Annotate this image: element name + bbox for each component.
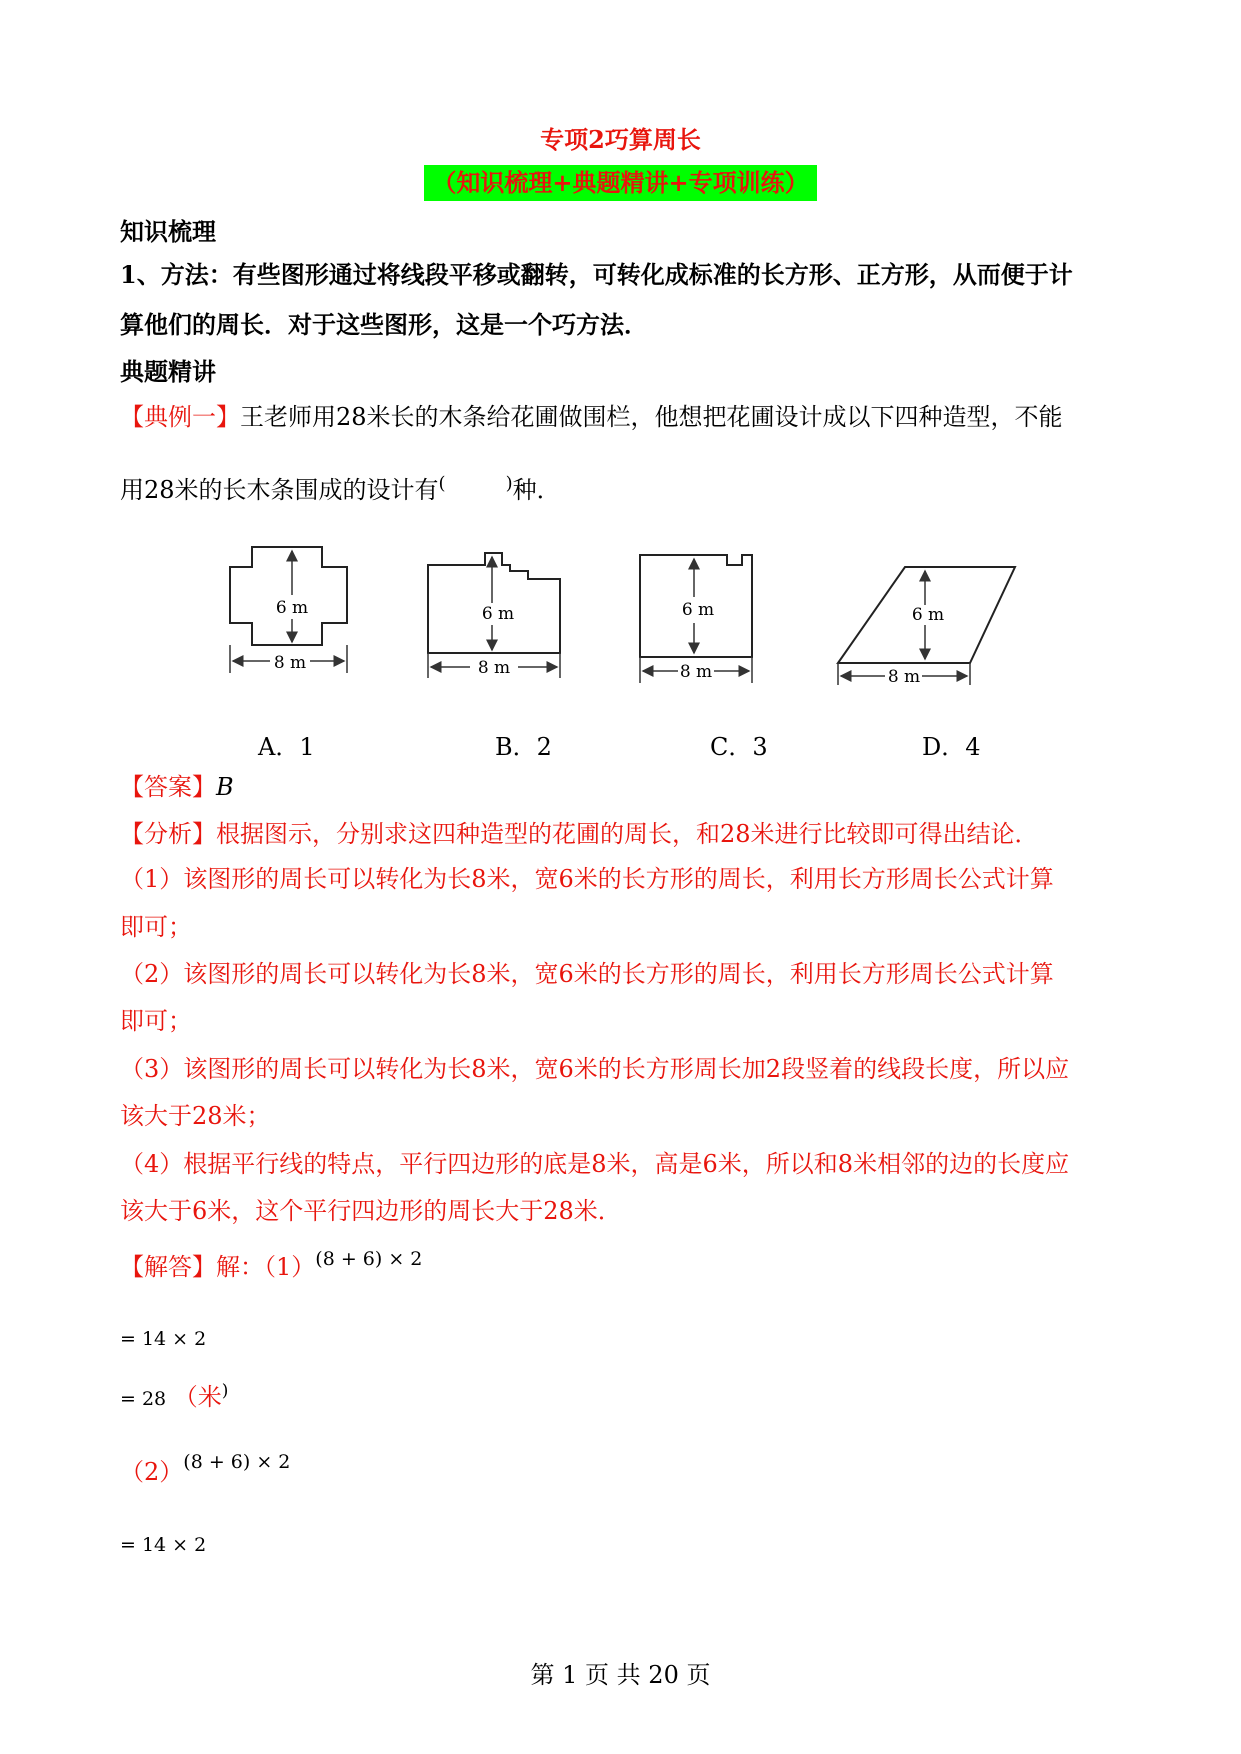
option-d[interactable]: D．4 (922, 733, 981, 761)
section-heading-examples: 典题精讲 (120, 357, 216, 386)
figure-d-height-label: 6 m (911, 605, 945, 625)
figure-a-width-label: 8 m (273, 653, 307, 673)
blank-close: ) (505, 473, 513, 494)
analysis-4-line-1: （4）根据平行线的特点，平行四边形的底是8米，高是6米，所以和8米相邻的边的长度应 (120, 1150, 1070, 1178)
solution-line (120, 1250, 422, 1286)
figure-b-stepped (420, 545, 570, 680)
solution-2-line (120, 1451, 291, 1491)
solution-1-step-2: = 14 × 2 (120, 1328, 207, 1350)
solution-1-unit-close: ) (221, 1381, 229, 1401)
figure-a-height-label: 6 m (275, 598, 309, 618)
example-text-2b: 种． (512, 476, 561, 504)
solution-1-result: = 28 (120, 1388, 167, 1410)
option-b[interactable]: B．2 (495, 733, 552, 761)
blank-open: ( (438, 473, 446, 494)
method-line-2: 算他们的周长．对于这些图形，这是一个巧方法． (120, 310, 648, 339)
figure-b-height-label: 6 m (481, 604, 515, 624)
figure-b-width-label: 8 m (477, 658, 511, 678)
figure-d-parallelogram (830, 545, 1025, 690)
analysis-text: 根据图示，分别求这四种造型的花圃的周长，和28米进行比较即可得出结论． (216, 820, 1039, 848)
figure-d-width-label: 8 m (887, 667, 921, 687)
method-line-1: 1、方法：有些图形通过将线段平移或翻转，可转化成标准的长方形、正方形，从而便于计 (120, 260, 1073, 289)
figure-c-width-label: 8 m (679, 662, 713, 682)
figure-a-cross (222, 545, 372, 675)
solution-1-step-3 (120, 1374, 228, 1416)
example-tag: 【典例一】 (120, 403, 240, 431)
example-text-2: 用28米的长木条围成的设计有 (120, 476, 439, 504)
figure-c-notched (632, 545, 782, 685)
solution-intro: 解：（1） (216, 1253, 316, 1281)
subtitle-wrap (0, 165, 1241, 201)
example-line-1 (120, 400, 1063, 434)
answer-value: B (216, 773, 234, 801)
section-heading-knowledge: 知识梳理 (120, 217, 216, 246)
analysis-2-line-1: （2）该图形的周长可以转化为长8米，宽6米的长方形的周长，利用长方形周长公式计算 (120, 960, 1054, 988)
analysis-1-line-2: 即可； (120, 913, 192, 941)
option-a[interactable]: A．1 (258, 733, 315, 761)
solution-2-step-2: = 14 × 2 (120, 1534, 207, 1556)
answer-tag: 【答案】 (120, 773, 216, 801)
analysis-line (120, 817, 1039, 851)
solution-1-unit: （米 (173, 1383, 222, 1411)
answer-line (120, 770, 234, 804)
option-c[interactable]: C．3 (710, 733, 768, 761)
solution-tag: 【解答】 (120, 1253, 216, 1281)
example-text-1: 王老师用28米长的木条给花圃做围栏，他想把花圃设计成以下四种造型，不能 (240, 403, 1063, 431)
page-subtitle: （知识梳理+典题精讲+专项训练） (424, 165, 816, 201)
analysis-4-line-2: 该大于6米，这个平行四边形的周长大于28米． (120, 1197, 622, 1225)
page-title: 专项2巧算周长 (540, 125, 701, 154)
figure-c-height-label: 6 m (681, 600, 715, 620)
solution-2-expr: (8 + 6) × 2 (183, 1451, 291, 1473)
example-line-2 (120, 467, 561, 507)
solution-2-label: （2） (120, 1458, 184, 1486)
analysis-1-line-1: （1）该图形的周长可以转化为长8米，宽6米的长方形的周长，利用长方形周长公式计算 (120, 865, 1054, 893)
page-footer: 第 1 页 共 20 页 (530, 1661, 711, 1689)
analysis-2-line-2: 即可； (120, 1007, 192, 1035)
solution-1-expr: (8 + 6) × 2 (315, 1248, 423, 1270)
analysis-tag: 【分析】 (120, 820, 216, 848)
analysis-3-line-2: 该大于28米； (120, 1102, 271, 1130)
analysis-3-line-1: （3）该图形的周长可以转化为长8米，宽6米的长方形周长加2段竖着的线段长度，所以应 (120, 1055, 1070, 1083)
